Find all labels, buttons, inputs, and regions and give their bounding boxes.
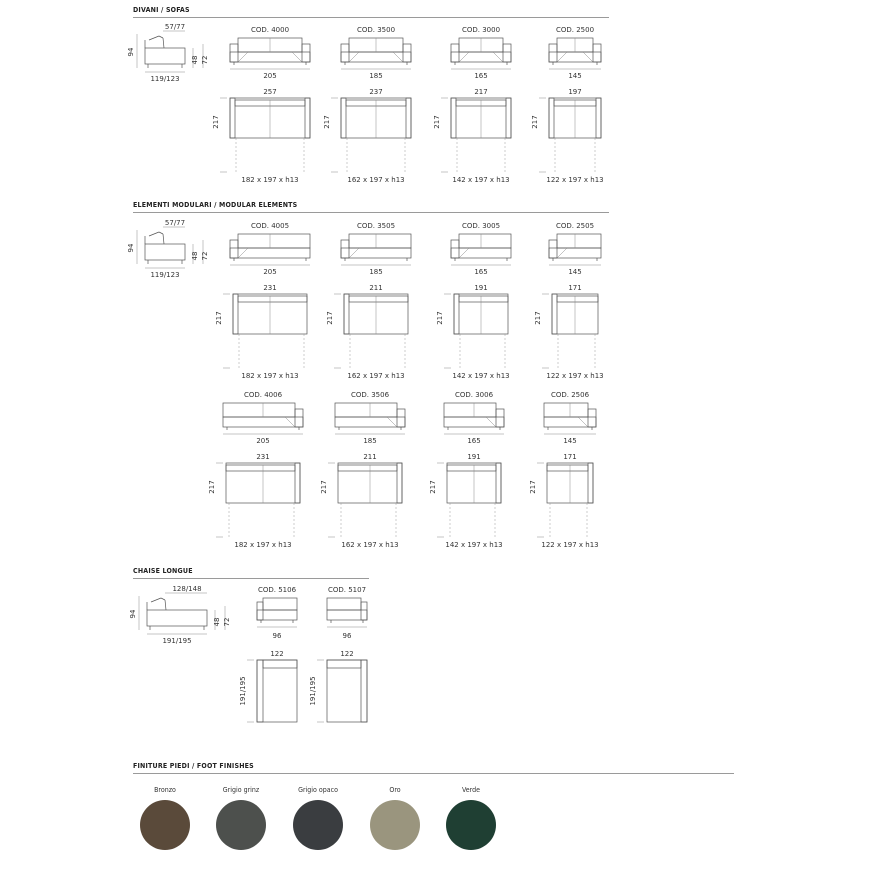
seat-block	[145, 244, 185, 260]
finish-label: Oro	[389, 786, 401, 794]
section-title-finishes: FINITURE PIEDI / FOOT FINISHES	[133, 762, 254, 770]
finish-label: Grigio opaco	[298, 786, 338, 794]
code-label: COD. 4006	[243, 391, 283, 399]
side-profile	[127, 219, 209, 279]
bed-height-label: 217	[215, 311, 223, 325]
front-view	[230, 26, 310, 80]
finish-swatch	[140, 800, 190, 850]
height-label: 94	[127, 243, 135, 253]
plan-view	[534, 284, 604, 380]
seat-panel	[230, 52, 310, 62]
armrest	[295, 409, 303, 427]
bed-height-label: 217	[529, 480, 537, 494]
width-label: 205	[263, 268, 277, 276]
mattress-label: 182 x 197 x h13	[241, 372, 299, 380]
finish-swatch	[216, 800, 266, 850]
seat-block	[147, 610, 207, 626]
open-width-label: 171	[563, 453, 577, 461]
code-label: COD. 3000	[461, 26, 501, 34]
backrest	[165, 600, 166, 610]
bed-height-label: 217	[320, 480, 328, 494]
width-label: 145	[563, 437, 577, 445]
bed-height-label: 217	[326, 311, 334, 325]
backrest-top	[459, 296, 508, 302]
backrest-top	[349, 296, 408, 302]
plan-view	[429, 453, 503, 549]
length-label: 191/195	[239, 676, 247, 706]
front-view	[451, 222, 511, 276]
plan-view	[436, 284, 510, 380]
finish-swatch	[370, 800, 420, 850]
depth-label: 191/195	[162, 637, 192, 645]
front-view	[223, 391, 303, 445]
backrest-panel	[349, 234, 411, 248]
height-label: 94	[129, 609, 137, 619]
code-label: COD. 3506	[350, 391, 390, 399]
code-label: COD. 3505	[356, 222, 396, 230]
armrest	[302, 44, 310, 62]
code-label: COD. 3500	[356, 26, 396, 34]
deck-line	[557, 52, 567, 62]
open-width-label: 231	[263, 284, 277, 292]
mattress-label: 122 x 197 x h13	[546, 372, 604, 380]
deck-line	[349, 52, 359, 62]
deck-line	[238, 248, 248, 258]
code-label: COD. 3006	[454, 391, 494, 399]
backrest-top	[447, 465, 496, 471]
armrest	[451, 240, 459, 258]
armrest	[549, 98, 554, 138]
armrest	[361, 602, 367, 620]
chaise-front	[309, 586, 367, 722]
width-label: 165	[467, 437, 481, 445]
backrest-panel	[223, 403, 295, 417]
open-width-label: 257	[263, 88, 277, 96]
seat-panel	[230, 248, 310, 258]
armrest	[233, 294, 238, 334]
backrest-top	[338, 465, 397, 471]
code-label: COD. 2506	[550, 391, 590, 399]
seat-panel	[451, 52, 511, 62]
front-view	[335, 391, 405, 445]
open-width-label: 191	[474, 284, 488, 292]
mattress-label: 162 x 197 x h13	[347, 372, 405, 380]
armrest	[588, 409, 596, 427]
plan-view	[531, 88, 604, 184]
backrest-panel	[238, 234, 310, 248]
bed-height-label: 217	[212, 115, 220, 129]
width-label: 185	[363, 437, 377, 445]
plan-view	[323, 88, 411, 184]
armrest	[496, 409, 504, 427]
code-label: COD. 5106	[257, 586, 297, 594]
deck-line	[459, 52, 469, 62]
backrest-panel	[557, 234, 601, 248]
open-width-label: 217	[474, 88, 488, 96]
deck-line	[292, 52, 302, 62]
plan-view	[212, 88, 310, 184]
backrest-panel	[544, 403, 588, 417]
armrest	[549, 44, 557, 62]
bed-height-label: 217	[436, 311, 444, 325]
armrest	[552, 294, 557, 334]
deck-line	[486, 417, 496, 427]
backrest	[149, 36, 159, 40]
armrest	[403, 44, 411, 62]
seat-height-label: 72	[223, 617, 231, 627]
backrest	[163, 234, 164, 244]
code-label: COD. 3005	[461, 222, 501, 230]
armrest	[257, 602, 263, 620]
front-view	[549, 26, 601, 80]
bed-height-label: 217	[208, 480, 216, 494]
chaise-front	[239, 586, 297, 722]
deck-line	[493, 52, 503, 62]
backrest-top	[226, 465, 295, 471]
backrest	[149, 232, 159, 236]
backrest	[161, 598, 165, 600]
mattress-label: 182 x 197 x h13	[234, 541, 292, 549]
front-view	[444, 391, 504, 445]
front-view	[544, 391, 596, 445]
mattress-label: 122 x 197 x h13	[541, 541, 599, 549]
plan-view	[326, 284, 408, 380]
armrest	[451, 98, 456, 138]
deck-line	[393, 52, 403, 62]
open-width-label: 197	[568, 88, 582, 96]
armrest	[230, 44, 238, 62]
finish-swatch	[446, 800, 496, 850]
height-label: 94	[127, 47, 135, 57]
arm-height-label: 48	[191, 251, 199, 261]
code-label: COD. 5107	[327, 586, 367, 594]
open-width-label: 231	[256, 453, 270, 461]
armrest	[503, 44, 511, 62]
side-profile	[129, 585, 231, 645]
armrest	[451, 44, 459, 62]
armrest	[341, 240, 349, 258]
bed-height-label: 217	[534, 311, 542, 325]
section-title-chaise: CHAISE LONGUE	[133, 567, 193, 575]
backrest-panel	[444, 403, 496, 417]
backrest-top	[238, 296, 307, 302]
plan-view	[529, 453, 599, 549]
front-view	[341, 26, 411, 80]
front-view	[549, 222, 601, 276]
bed-height-label: 217	[531, 115, 539, 129]
open-width-label: 122	[340, 650, 354, 658]
arm-height-label: 48	[213, 617, 221, 627]
deck-line	[285, 417, 295, 427]
seat-panel	[341, 248, 411, 258]
open-width-label: 211	[363, 453, 377, 461]
finish-label: Verde	[462, 786, 480, 794]
width-label: 165	[474, 268, 488, 276]
bed-height-label: 217	[429, 480, 437, 494]
section-title-sofas: DIVANI / SOFAS	[133, 6, 190, 14]
plan-view	[320, 453, 402, 549]
seat-height-label: 72	[201, 251, 209, 261]
seat-block	[145, 48, 185, 64]
deck-line	[387, 417, 397, 427]
armrest	[361, 660, 367, 722]
finish-label: Grigio grinz	[222, 786, 260, 794]
backrest	[163, 38, 164, 48]
deck-line	[238, 52, 248, 62]
side-profile	[127, 23, 209, 83]
armrest	[596, 98, 601, 138]
armrest	[454, 294, 459, 334]
mattress-label: 122 x 197 x h13	[546, 176, 604, 184]
plan-view	[215, 284, 307, 380]
finish-label: Bronzo	[154, 786, 176, 794]
width-label: 145	[568, 72, 582, 80]
width-label: 185	[369, 268, 383, 276]
backrest	[159, 232, 163, 234]
seat-depth-label: 57/77	[164, 23, 186, 31]
mattress-label: 162 x 197 x h13	[347, 176, 405, 184]
plan-view	[433, 88, 511, 184]
code-label: COD. 2505	[555, 222, 595, 230]
deck-line	[583, 52, 593, 62]
seat-panel	[223, 417, 303, 427]
section-title-modular: ELEMENTI MODULARI / MODULAR ELEMENTS	[133, 201, 298, 209]
seat-panel	[444, 417, 504, 427]
backrest-top	[327, 660, 361, 668]
width-label: 205	[263, 72, 277, 80]
armrest	[406, 98, 411, 138]
armrest	[344, 294, 349, 334]
backrest	[151, 598, 161, 602]
width-label: 165	[474, 72, 488, 80]
mattress-label: 162 x 197 x h13	[341, 541, 399, 549]
code-label: COD. 4005	[250, 222, 290, 230]
open-width-label: 171	[568, 284, 582, 292]
finish-swatch	[293, 800, 343, 850]
backrest-top	[547, 465, 588, 471]
armrest	[341, 98, 346, 138]
bed-height-label: 217	[323, 115, 331, 129]
armrest	[397, 463, 402, 503]
seat-panel	[451, 248, 511, 258]
backrest-top	[263, 660, 297, 668]
depth-label: 119/123	[150, 75, 180, 83]
backrest-panel	[327, 598, 361, 610]
armrest	[506, 98, 511, 138]
seat-depth-label: 57/77	[164, 219, 186, 227]
mattress-label: 142 x 197 x h13	[452, 176, 510, 184]
backrest-top	[557, 296, 598, 302]
code-label: COD. 4000	[250, 26, 290, 34]
backrest-panel	[263, 598, 297, 610]
armrest	[549, 240, 557, 258]
width-label: 185	[369, 72, 383, 80]
front-view	[230, 222, 310, 276]
armrest	[588, 463, 593, 503]
deck-line	[349, 248, 359, 258]
open-width-label: 122	[270, 650, 284, 658]
seat-panel	[341, 52, 411, 62]
armrest	[230, 240, 238, 258]
width-label: 96	[342, 632, 352, 640]
backrest	[159, 36, 163, 38]
mattress-label: 142 x 197 x h13	[445, 541, 503, 549]
backrest-panel	[459, 234, 511, 248]
arm-height-label: 48	[191, 55, 199, 65]
armrest	[257, 660, 263, 722]
armrest	[295, 463, 300, 503]
backrest-panel	[335, 403, 397, 417]
armrest	[341, 44, 349, 62]
bed-height-label: 217	[433, 115, 441, 129]
open-width-label: 237	[369, 88, 383, 96]
mattress-label: 182 x 197 x h13	[241, 176, 299, 184]
divider	[133, 773, 734, 774]
code-label: COD. 2500	[555, 26, 595, 34]
open-width-label: 191	[467, 453, 481, 461]
armrest	[230, 98, 235, 138]
plan-view	[208, 453, 300, 549]
seat-depth-label: 128/148	[172, 585, 202, 593]
deck-line	[459, 248, 469, 258]
deck-line	[557, 248, 567, 258]
width-label: 145	[568, 268, 582, 276]
armrest	[593, 44, 601, 62]
armrest	[397, 409, 405, 427]
width-label: 96	[272, 632, 282, 640]
deck-line	[578, 417, 588, 427]
seat-panel	[335, 417, 405, 427]
armrest	[496, 463, 501, 503]
armrest	[305, 98, 310, 138]
width-label: 205	[256, 437, 270, 445]
front-view	[341, 222, 411, 276]
open-width-label: 211	[369, 284, 383, 292]
seat-height-label: 72	[201, 55, 209, 65]
depth-label: 119/123	[150, 271, 180, 279]
length-label: 191/195	[309, 676, 317, 706]
front-view	[451, 26, 511, 80]
mattress-label: 142 x 197 x h13	[452, 372, 510, 380]
